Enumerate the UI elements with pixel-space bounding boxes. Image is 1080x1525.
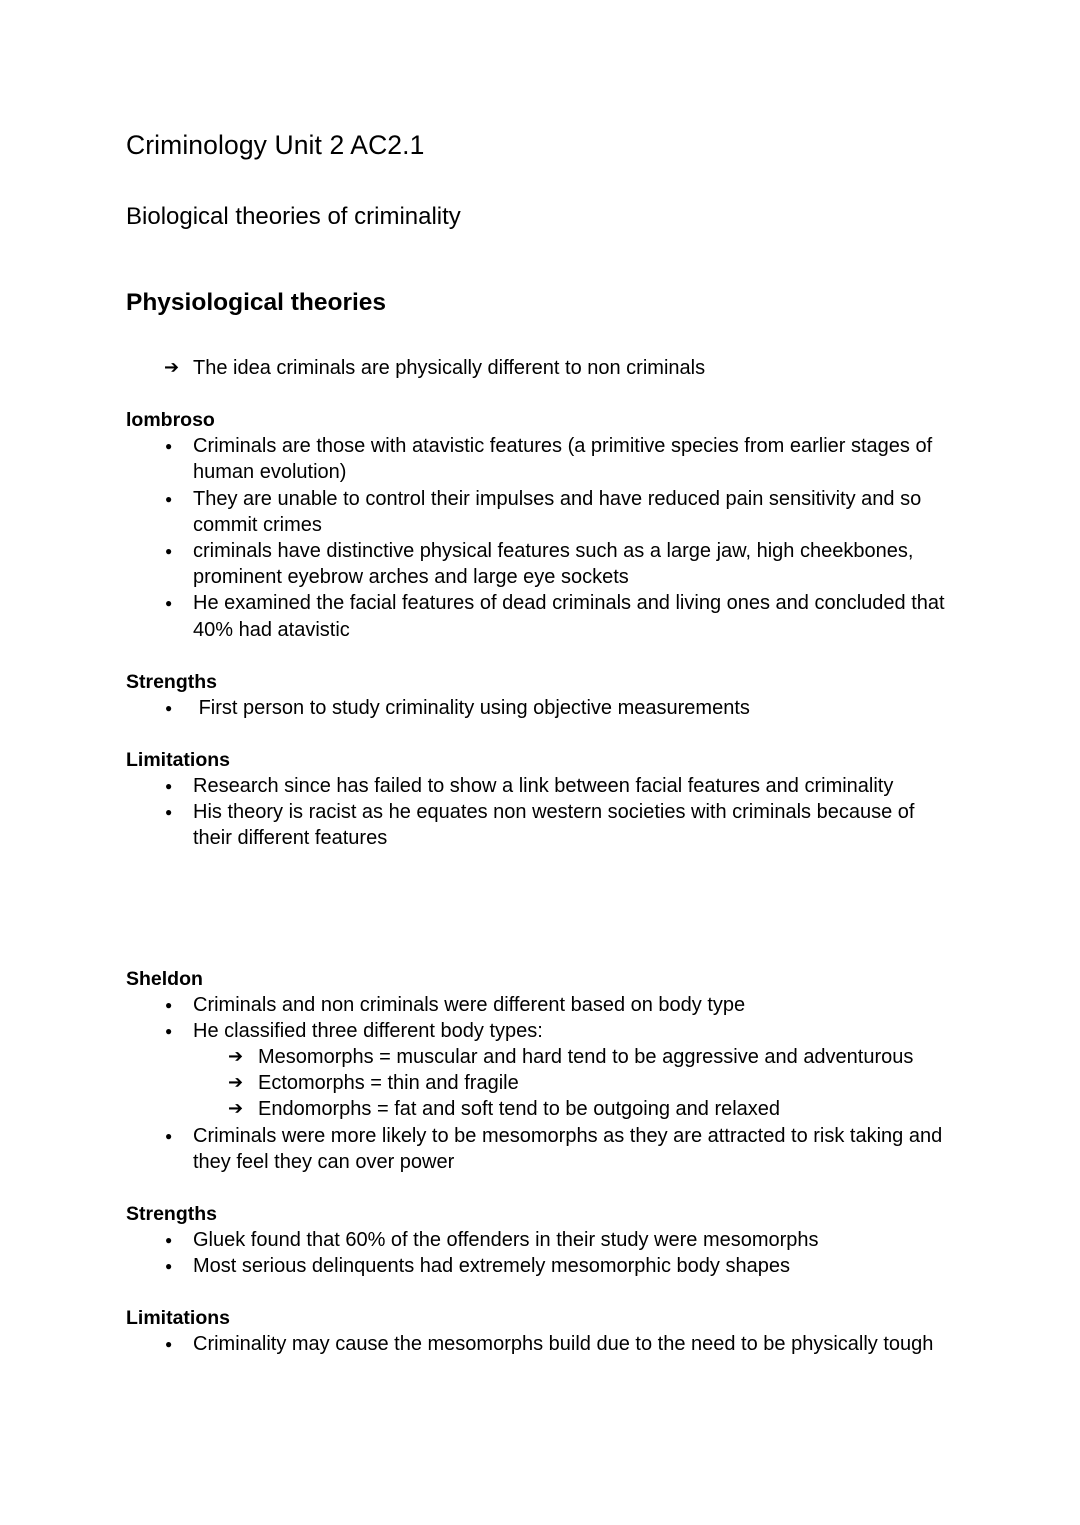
list-item: ➔ Mesomorphs = muscular and hard tend to be aggressive and adventurous — [126, 1044, 945, 1070]
list-item: ● Criminals are those with atavistic features (a primitive species from earlier stages of human evolution) — [126, 433, 945, 485]
subsection-heading-sheldon-limitations: Limitations — [126, 1307, 231, 1330]
subsection-heading-sheldon-strengths: Strengths — [126, 1203, 218, 1226]
lombroso-bullet-list — [126, 433, 945, 643]
list-item: ● Criminals and non criminals were different based on body type — [126, 992, 945, 1018]
list-item: ➔ Endomorphs = fat and soft tend to be outgoing and relaxed — [126, 1096, 945, 1122]
subsection-heading-lombroso: lombroso — [126, 409, 215, 432]
list-item: ● He classified three different body types: — [126, 1018, 945, 1044]
subsection-heading-sheldon: Sheldon — [126, 967, 203, 990]
list-item: ➔ Ectomorphs = thin and fragile — [126, 1070, 945, 1096]
sheldon-strengths-list — [126, 1227, 945, 1279]
list-item: ● Gluek found that 60% of the offenders in their study were mesomorphs — [126, 1227, 945, 1253]
page-title: Criminology Unit 2 AC2.1 — [126, 130, 425, 160]
list-item: ➔ The idea criminals are physically different to non criminals — [126, 355, 945, 381]
list-item: ● His theory is racist as he equates non western societies with criminals because of their different features — [126, 799, 945, 851]
lombroso-limitations-list — [126, 773, 945, 852]
sheldon-limitations-list — [126, 1331, 945, 1357]
list-item: ● Research since has failed to show a link between facial features and criminality — [126, 773, 945, 799]
list-item: ● He examined the facial features of dead criminals and living ones and concluded that 40% had atavistic — [126, 590, 945, 642]
list-item: ● Most serious delinquents had extremely mesomorphic body shapes — [126, 1253, 945, 1279]
list-item: ● Criminality may cause the mesomorphs build due to the need to be physically tough — [126, 1331, 945, 1357]
sheldon-bullet-list — [126, 992, 945, 1044]
lombroso-strengths-list — [126, 695, 945, 721]
subsection-heading-lombroso-limitations: Limitations — [126, 749, 231, 772]
section-spacer — [126, 852, 945, 940]
subsection-heading-lombroso-strengths: Strengths — [126, 670, 218, 693]
sheldon-bullet-list-continued — [126, 1123, 945, 1175]
list-item: ● criminals have distinctive physical features such as a large jaw, high cheekbones, prominent eyebrow arches and large eye sockets — [126, 538, 945, 590]
section-heading-physiological: Physiological theories — [126, 289, 387, 316]
list-item: ● First person to study criminality using objective measurements — [126, 695, 945, 721]
list-item: ● They are unable to control their impulses and have reduced pain sensitivity and so commit crimes — [126, 486, 945, 538]
document-subtitle: Biological theories of criminality — [126, 203, 461, 230]
list-item: ● Criminals were more likely to be mesomorphs as they are attracted to risk taking and they feel they can over power — [126, 1123, 945, 1175]
sheldon-body-types-list — [126, 1044, 945, 1123]
intro-arrow-list — [126, 355, 945, 381]
